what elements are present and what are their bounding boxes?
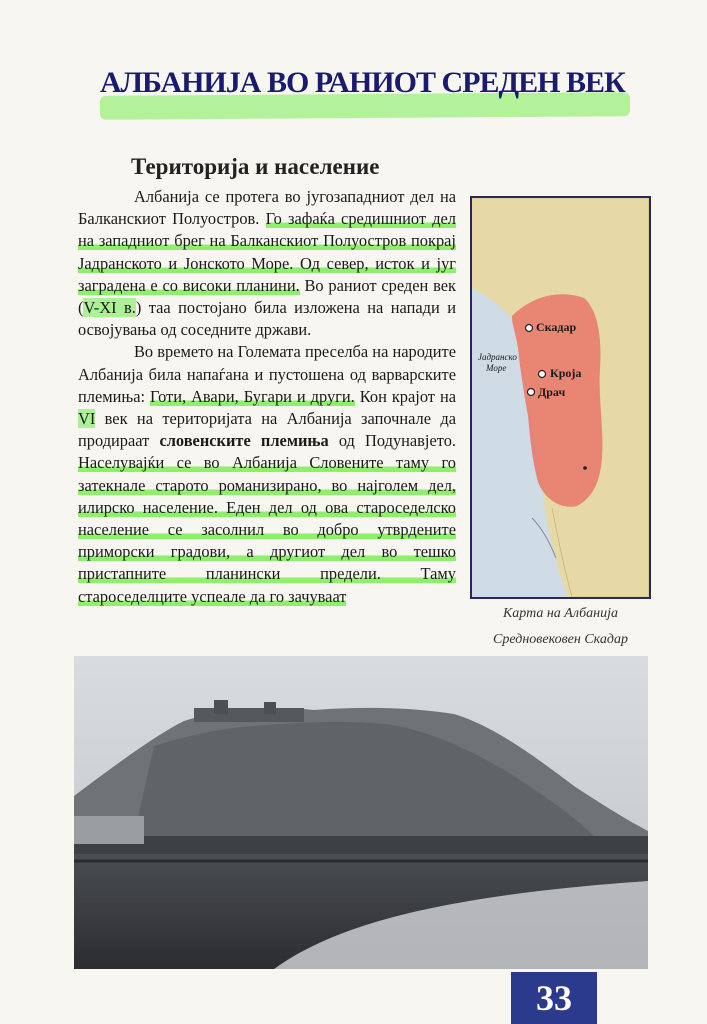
paragraph-2 <box>78 341 456 607</box>
map-label-kroja: Кроја <box>550 366 582 380</box>
castle-tower <box>214 700 228 714</box>
p2-text-1: Во времето на Големата преселба на народите Албанија била напаѓана и пустошена од варварските племиња: <box>78 342 456 406</box>
albania-map <box>470 196 651 599</box>
p1-century-range: V-XI в. <box>83 298 136 318</box>
p1-sentence-1: Албанија се протега во југозападниот дел на Балканскиот Полуостров. <box>78 187 456 229</box>
skadar-castle-photo <box>74 656 648 969</box>
map-sea-label-line1: Јадранско <box>478 352 517 362</box>
page-number-badge: 33 <box>511 972 597 1024</box>
castle-walls <box>194 708 304 722</box>
p2-text-7: од Подунавјето. <box>328 431 456 451</box>
p2-text-5: век на територијата на Албанија започнале да продираат <box>78 409 456 451</box>
photo-drawing <box>74 656 648 969</box>
p1-text-3: Во раниот среден век ( <box>78 275 456 318</box>
photo-caption: Средновековен Скадар <box>493 632 628 647</box>
p2-highlighted-text: Населувајќи се во Албанија Словените таму го затекнале старото романизирано, во најголем дел, илирско население. Еден дел од ова староседелско население се засолнил во добро утврдените приморски градови, а другиот дел во тешко пристапните планински предели. Таму староседелците успеале да го зачуваат <box>78 453 456 606</box>
map-sea-label-line2: Море <box>486 363 507 373</box>
p1-highlighted-sentences: Го зафаќа средишниот дел на западниот брег на Балканскиот Полуостров покрај Јадранското и Јонското Море. Од север, исток и југ заградена е со високи планини. <box>78 209 456 295</box>
p2-slavic-tribes: словенските племиња <box>159 431 329 451</box>
shoreline <box>74 836 648 856</box>
p2-century: VI <box>78 409 96 429</box>
city-marker-kroja <box>539 371 546 378</box>
p2-text-3: Кон крајот на <box>354 386 456 406</box>
city-marker-small <box>583 466 587 470</box>
map-caption: Карта на Албанија <box>502 606 619 621</box>
map-label-skadar: Скадар <box>536 320 577 334</box>
p1-text-5: ) таа постојано била изложена на напади и освојувања од соседните држави. <box>78 298 456 340</box>
p2-tribes: Готи, Авари, Бугари и други. <box>150 386 355 406</box>
map-label-drach: Драч <box>538 385 566 399</box>
city-marker-skadar <box>526 325 533 332</box>
castle-tower <box>264 702 276 714</box>
article-text <box>78 186 456 608</box>
city-marker-drach <box>528 389 535 396</box>
paragraph-1 <box>78 186 456 341</box>
house <box>74 816 144 844</box>
section-heading: Територија и население <box>131 154 380 179</box>
page-title: АЛБАНИЈА ВО РАНИОТ СРЕДЕН ВЕК <box>100 66 625 99</box>
